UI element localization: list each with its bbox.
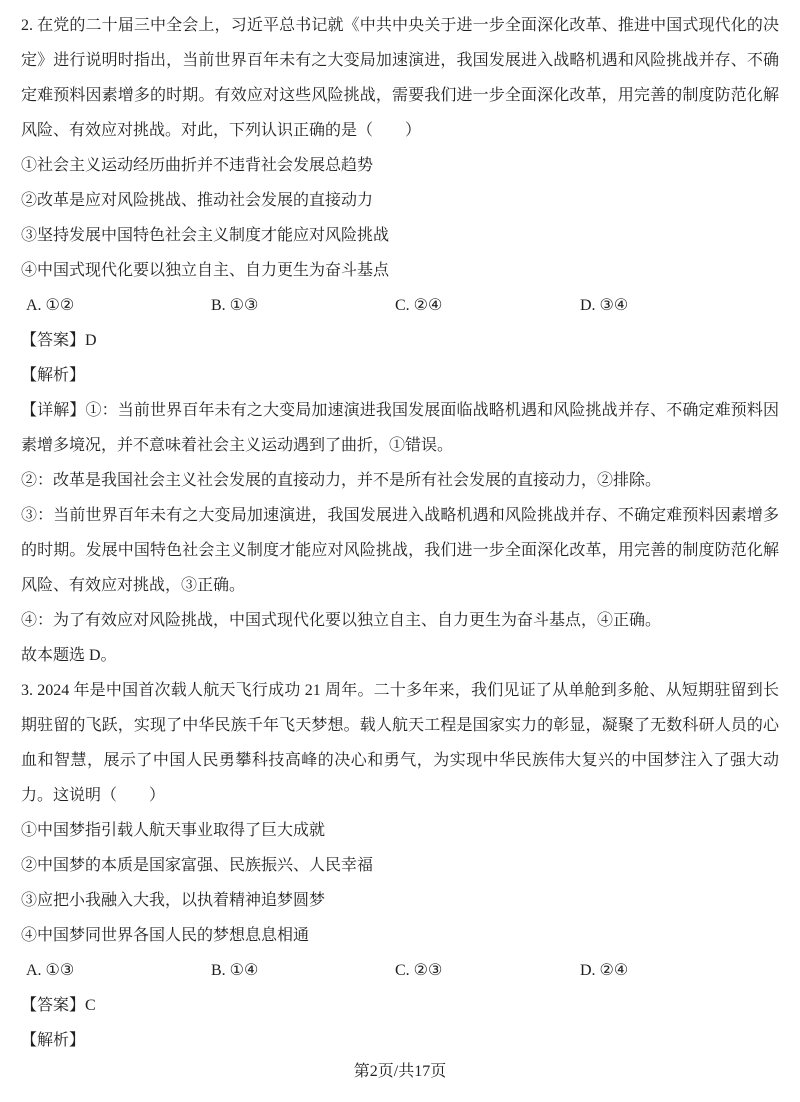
- question-2-explanation-3: ③：当前世界百年未有之大变局加速演进，我国发展进入战略机遇和风险挑战并存、不确定难预料因素增多的时期。发展中国特色社会主义制度才能应对风险挑战，我们进一步全面深化改革，用完善的制度防范化解风险、有效应对挑战，③正确。: [21, 507, 779, 594]
- question-2-option-3: ③坚持发展中国特色社会主义制度才能应对风险挑战: [21, 227, 390, 244]
- question-3-option-2: ②中国梦的本质是国家富强、民族振兴、人民幸福: [21, 857, 374, 874]
- question-3-analysis-label: 【解析】: [21, 1032, 86, 1049]
- question-2-answer-label: 【答案】: [21, 332, 86, 349]
- question-2-analysis-label: 【解析】: [21, 367, 86, 384]
- page-footer: 第2页/共17页: [353, 1063, 447, 1080]
- question-2: [21, 8, 779, 673]
- question-2-explanation-1: 【详解】①：当前世界百年未有之大变局加速演进我国发展面临战略机遇和风险挑战并存、不确定难预料因素增多境况，并不意味着社会主义运动遇到了曲折，①错误。: [21, 402, 779, 454]
- question-3-choice-d: D. ②④: [580, 962, 629, 979]
- question-3: [21, 673, 779, 1058]
- question-2-stem: 2. 在党的二十届三中全会上，习近平总书记就《中共中央关于进一步全面深化改革、推进中国式现代化的决定》进行说明时指出，当前世界百年未有之大变局加速演进，我国发展进入战略机遇和风险挑战并存、不确定难预料因素增多的时期。有效应对这些风险挑战，需要我们进一步全面深化改革，用完善的制度防范化解风险、有效应对挑战。对此，下列认识正确的是（ ）: [21, 17, 779, 139]
- question-2-choices: [21, 288, 779, 323]
- question-2-choice-c: C. ②④: [395, 297, 443, 314]
- question-2-explanation-2: ②：改革是我国社会主义社会发展的直接动力，并不是所有社会发展的直接动力，②排除。: [21, 472, 662, 489]
- question-3-choices: [21, 953, 779, 988]
- question-3-answer-line: [21, 988, 779, 1023]
- question-3-option-1: ①中国梦指引载人航天事业取得了巨大成就: [21, 822, 326, 839]
- question-2-option-4: ④中国式现代化要以独立自主、自力更生为奋斗基点: [21, 262, 390, 279]
- question-3-stem: 3. 2024 年是中国首次载人航天飞行成功 21 周年。二十多年来，我们见证了从单舱到多舱、从短期驻留到长期驻留的飞跃，实现了中华民族千年飞天梦想。载人航天工程是国家实力的彰显，凝聚了无数科研人员的心血和智慧，展示了中国人民勇攀科技高峰的决心和勇气，为实现中华民族伟大复兴的中国梦注入了强大动力。这说明（ ）: [21, 682, 779, 804]
- question-3-choice-c: C. ②③: [395, 962, 443, 979]
- question-2-choice-a: A. ①②: [26, 297, 75, 314]
- question-3-choice-a: A. ①③: [26, 962, 75, 979]
- question-3-option-4: ④中国梦同世界各国人民的梦想息息相通: [21, 927, 310, 944]
- question-3-option-3: ③应把小我融入大我，以执着精神追梦圆梦: [21, 892, 326, 909]
- question-2-answer-value: D: [85, 332, 97, 349]
- question-2-choice-b: B. ①③: [211, 297, 259, 314]
- question-3-answer-value: C: [85, 997, 96, 1014]
- question-2-answer-line: [21, 323, 779, 358]
- question-3-choice-b: B. ①④: [211, 962, 259, 979]
- question-3-answer-label: 【答案】: [21, 997, 86, 1014]
- question-2-choice-d: D. ③④: [580, 297, 629, 314]
- question-2-option-1: ①社会主义运动经历曲折并不违背社会发展总趋势: [21, 157, 374, 174]
- question-2-explanation-4: ④：为了有效应对风险挑战，中国式现代化要以独立自主、自力更生为奋斗基点，④正确。: [21, 612, 662, 629]
- question-2-option-2: ②改革是应对风险挑战、推动社会发展的直接动力: [21, 192, 374, 209]
- question-2-conclusion: 故本题选 D。: [21, 647, 117, 664]
